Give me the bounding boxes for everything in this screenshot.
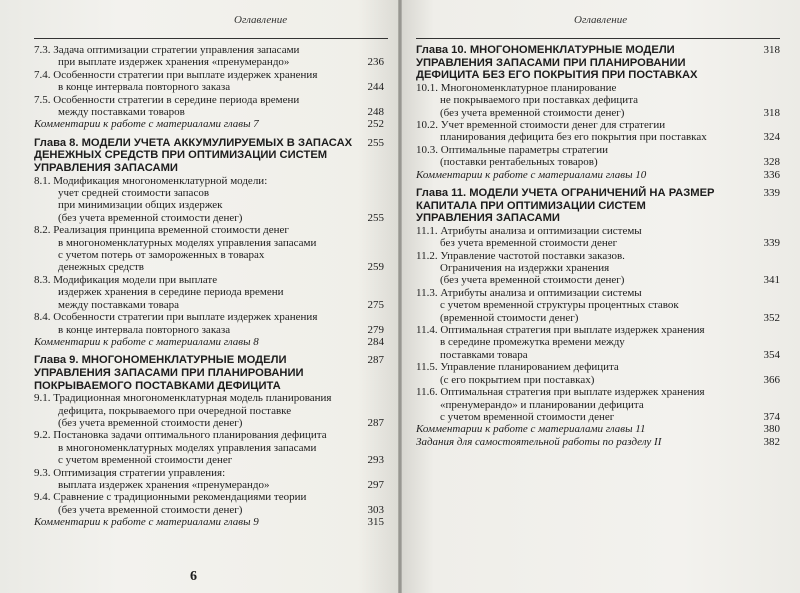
toc-entry — [34, 311, 384, 336]
entry-page-number: 259 — [367, 261, 384, 274]
chapter-heading — [34, 354, 384, 392]
right-page — [402, 0, 800, 593]
entry-title: 11.1. Атрибуты анализа и оптимизации системы без учета временной стоимости денег — [416, 224, 642, 250]
entry-title: 8.4. Особенности стратегии при выплате издержек хранения в конце интервала повторного заказа — [34, 311, 318, 336]
chapter-heading — [416, 44, 780, 82]
toc-entry — [416, 386, 780, 423]
toc-entry — [34, 94, 384, 119]
entry-title: 8.2. Реализация принципа временной стоимости денег в многономенклатурных моделях управления запасами с учетом потерь от замороженных в товарах денежных средств — [34, 224, 317, 274]
toc-entry — [34, 69, 384, 94]
entry-page-number: 287 — [367, 416, 384, 429]
toc-entry — [34, 467, 384, 492]
page-header — [34, 0, 388, 30]
entry-title: 7.3. Задача оптимизации стратегии управления запасами при выплате издержек хранения «пренумерандо» — [34, 44, 300, 69]
toc-entry — [34, 175, 384, 225]
entry-title: 9.3. Оптимизация стратегии управления: выплата издержек хранения «пренумерандо» — [34, 466, 270, 491]
toc-entry — [416, 324, 780, 361]
toc-entry — [416, 361, 780, 386]
entry-page-number: 318 — [763, 44, 780, 56]
entry-page-number: 284 — [367, 335, 384, 348]
entry-title: 11.6. Оптимальная стратегия при выплате издержек хранения «пренумерандо» и планировании дефицита с учетом временной стоимости денег — [416, 386, 705, 423]
chapter-comments-entry — [34, 118, 384, 130]
toc-entry — [34, 491, 384, 516]
entry-title: Комментарии к работе с материалами главы 9 — [34, 516, 259, 529]
entry-title: 8.3. Модификация модели при выплате издержек хранения в середине периода времени между поставками товара — [34, 273, 284, 311]
chapter-comments-entry — [416, 169, 780, 181]
chapter-comments-entry — [416, 436, 780, 448]
entry-title: Глава 11. МОДЕЛИ УЧЕТА ОГРАНИЧЕНИЙ НА РАЗМЕР КАПИТАЛА ПРИ ОПТИМИЗАЦИИ СИСТЕМ УПРАВЛЕНИЯ ЗАПАСАМИ — [416, 187, 715, 225]
toc-entry — [34, 392, 384, 429]
chapter-comments-entry — [34, 516, 384, 528]
entry-title: 10.2. Учет временной стоимости денег для стратегии планирования дефицита без его покрытия при поставках — [416, 119, 707, 144]
entry-title: 11.3. Атрибуты анализа и оптимизации системы с учетом временной структуры процентных ставок (временной стоимости денег) — [416, 286, 679, 324]
toc-list-right — [416, 44, 780, 448]
header-rule — [34, 38, 388, 39]
entry-page-number: 279 — [367, 323, 384, 336]
entry-page-number: 293 — [367, 454, 384, 467]
entry-page-number: 336 — [763, 168, 780, 181]
entry-title: 9.4. Сравнение с традиционными рекомендациями теории (без учета временной стоимости денег) — [34, 491, 307, 516]
entry-title: 9.2. Постановка задачи оптимального планирования дефицита в многономенклатурных моделях управления запасами с учетом временной стоимости денег — [34, 429, 327, 467]
entry-title: Глава 8. МОДЕЛИ УЧЕТА АККУМУЛИРУЕМЫХ В ЗАПАСАХ ДЕНЕЖНЫХ СРЕДСТВ ПРИ ОПТИМИЗАЦИИ СИСТЕМ УПРАВЛЕНИЯ ЗАПАСАМИ — [34, 136, 353, 175]
toc-entry — [34, 429, 384, 466]
entry-title: Задания для самостоятельной работы по разделу II — [416, 435, 662, 448]
entry-title: Комментарии к работе с материалами главы 8 — [34, 335, 259, 348]
entry-page-number: 328 — [763, 156, 780, 169]
chapter-comments-entry — [416, 423, 780, 435]
entry-title: Комментарии к работе с материалами главы 11 — [416, 423, 646, 436]
entry-page-number: 255 — [367, 211, 384, 224]
entry-page-number: 287 — [367, 354, 384, 367]
toc-entry — [416, 225, 780, 250]
toc-list-left — [34, 44, 384, 529]
chapter-heading — [34, 137, 384, 175]
entry-title: Комментарии к работе с материалами главы 10 — [416, 168, 647, 181]
entry-page-number: 244 — [367, 81, 384, 94]
entry-page-number: 339 — [763, 187, 780, 200]
entry-page-number: 352 — [763, 311, 780, 324]
left-page — [0, 0, 398, 593]
chapter-comments-entry — [34, 336, 384, 348]
entry-title: Комментарии к работе с материалами главы 7 — [34, 118, 259, 131]
entry-page-number: 374 — [763, 410, 780, 423]
entry-title: 11.4. Оптимальная стратегия при выплате издержек хранения в середине промежутка времени между поставками товара — [416, 324, 705, 361]
page-number: 6 — [190, 569, 197, 584]
toc-entry — [34, 224, 384, 274]
toc-entry — [416, 119, 780, 144]
entry-page-number: 339 — [763, 237, 780, 250]
entry-page-number: 252 — [367, 118, 384, 131]
entry-page-number: 303 — [367, 503, 384, 516]
chapter-heading — [416, 187, 780, 225]
entry-page-number: 380 — [763, 423, 780, 436]
entry-title: 7.4. Особенности стратегии при выплате издержек хранения в конце интервала повторного заказа — [34, 68, 318, 94]
entry-title: 10.1. Многономенклатурное планирование не покрываемого при поставках дефицита (без учета временной стоимости денег) — [416, 81, 639, 119]
entry-page-number: 354 — [763, 348, 780, 361]
entry-page-number: 297 — [367, 478, 384, 491]
header-title: Оглавление — [234, 14, 288, 26]
entry-page-number: 275 — [367, 298, 384, 311]
entry-page-number: 315 — [367, 516, 384, 529]
entry-page-number: 255 — [367, 136, 384, 149]
entry-title: Глава 9. МНОГОНОМЕНКЛАТУРНЫЕ МОДЕЛИ УПРАВЛЕНИЯ ЗАПАСАМИ ПРИ ПЛАНИРОВАНИИ ПОКРЫВАЕМОГО ПОСТАВКАМИ ДЕФИЦИТА — [34, 354, 304, 392]
entry-title: 11.2. Управление частотой поставки заказов. Ограничения на издержки хранения (без учета временной стоимости денег) — [416, 249, 625, 287]
entry-page-number: 341 — [763, 274, 780, 287]
entry-title: 10.3. Оптимальные параметры стратегии (поставки рентабельных товаров) — [416, 143, 609, 169]
entry-title: 8.1. Модификация многономенклатурной модели: учет средней стоимости запасов при минимизации общих издержек (без учета временной стоимости денег) — [34, 174, 268, 224]
entry-title: 9.1. Традиционная многономенклатурная модель планирования дефицита, покрываемого при очередной поставке (без учета временной стоимости денег) — [34, 392, 332, 429]
entry-page-number: 366 — [763, 373, 780, 386]
toc-entry — [416, 82, 780, 119]
toc-entry — [416, 144, 780, 169]
toc-entry — [416, 250, 780, 287]
entry-page-number: 248 — [367, 106, 384, 119]
toc-entry — [416, 287, 780, 324]
entry-title: Глава 10. МНОГОНОМЕНКЛАТУРНЫЕ МОДЕЛИ УПРАВЛЕНИЯ ЗАПАСАМИ ПРИ ПЛАНИРОВАНИИ ДЕФИЦИТА БЕЗ ЕГО ПОКРЫТИЯ ПРИ ПОСТАВКАХ — [416, 44, 698, 82]
entry-page-number: 236 — [367, 56, 384, 69]
toc-entry — [34, 44, 384, 69]
entry-title: 7.5. Особенности стратегии в середине периода времени между поставками товаров — [34, 93, 300, 119]
header-rule — [416, 38, 780, 39]
page-header — [416, 0, 780, 30]
toc-entry — [34, 274, 384, 311]
header-title: Оглавление — [574, 14, 628, 26]
entry-title: 11.5. Управление планированием дефицита (с его покрытием при поставках) — [416, 361, 619, 386]
entry-page-number: 318 — [763, 106, 780, 119]
entry-page-number: 324 — [763, 131, 780, 144]
entry-page-number: 382 — [763, 435, 780, 448]
